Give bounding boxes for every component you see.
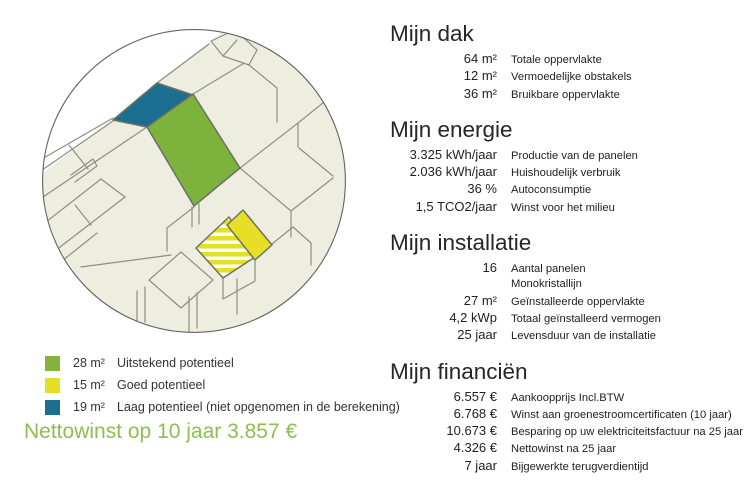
low-potential-swatch-icon <box>45 400 60 415</box>
map-legend <box>45 352 400 418</box>
stat-label: Nettowinst na 25 jaar <box>511 443 617 456</box>
stat-label: Winst voor het milieu <box>511 201 615 214</box>
stat-value: 6.768 € <box>453 405 497 421</box>
legend-area-value: 19 m² <box>73 400 105 414</box>
stat-label: Geïnstalleerde oppervlakte <box>511 295 645 308</box>
legend-row-good <box>45 374 400 396</box>
section-my-installation <box>390 229 748 344</box>
section-my-finances <box>390 358 748 475</box>
stat-label: Aankoopprijs Incl.BTW <box>511 391 625 404</box>
legend-row-low <box>45 396 400 418</box>
stat-row <box>390 440 748 457</box>
stat-row <box>390 260 748 277</box>
legend-area-value: 15 m² <box>73 378 105 392</box>
stat-label: Besparing op uw elektriciteitsfactuur na 25 jaar <box>511 426 743 439</box>
stat-label: Monokristallijn <box>511 278 582 291</box>
stat-row <box>390 458 748 475</box>
stat-label: Huishoudelijk verbruik <box>511 167 621 180</box>
stat-value: 7 jaar <box>464 457 497 473</box>
stat-value: 25 jaar <box>457 327 497 343</box>
stat-row <box>390 389 748 406</box>
legend-label: Uitstekend potentieel <box>117 356 234 370</box>
stat-value: 64 m² <box>463 51 497 66</box>
stat-row <box>390 51 748 68</box>
section-title: Mijn installatie <box>390 230 532 256</box>
stat-row <box>390 277 748 292</box>
stat-label: Bruikbare oppervlakte <box>511 88 620 101</box>
legend-label: Laag potentieel (niet opgenomen in de berekening) <box>117 400 400 414</box>
stats-column <box>390 20 748 488</box>
section-title: Mijn financiën <box>390 358 528 384</box>
stat-row <box>390 406 748 423</box>
section-my-energy <box>390 116 748 216</box>
stat-label: Winst aan groenestroomcertificaten (10 jaar) <box>511 408 732 421</box>
stat-label: Totale oppervlakte <box>511 54 602 66</box>
roof-potential-map <box>41 28 347 334</box>
stat-label: Productie van de panelen <box>511 149 638 162</box>
stat-value: 27 m² <box>463 292 497 308</box>
stat-value: 6.557 € <box>453 388 497 404</box>
legend-label: Goed potentieel <box>117 378 206 392</box>
section-title: Mijn energie <box>390 116 513 142</box>
stat-row <box>390 164 748 181</box>
stat-value: 4,2 kWp <box>449 309 497 325</box>
stat-value: 10.673 € <box>446 423 497 439</box>
stat-value: 1,5 TCO2/jaar <box>415 198 497 214</box>
stat-value: 16 <box>482 260 497 276</box>
stat-row <box>390 199 748 216</box>
stat-row <box>390 147 748 164</box>
stat-row <box>390 423 748 440</box>
stat-value: 36 m² <box>463 85 497 101</box>
stat-value: 4.326 € <box>453 440 497 456</box>
legend-area-value: 28 m² <box>73 356 105 370</box>
stat-label: Autoconsumptie <box>511 184 592 197</box>
stat-value: 12 m² <box>463 68 497 84</box>
section-title: Mijn dak <box>390 21 474 46</box>
stat-row <box>390 293 748 310</box>
stat-row <box>390 310 748 327</box>
stat-row <box>390 68 748 85</box>
stat-row <box>390 327 748 344</box>
stat-label: Levensduur van de installatie <box>511 330 656 343</box>
stat-value: 2.036 kWh/jaar <box>409 164 497 180</box>
legend-row-excellent <box>45 352 400 374</box>
stat-value: 3.325 kWh/jaar <box>409 146 497 162</box>
excellent-potential-swatch-icon <box>45 356 60 371</box>
net-profit-headline: Nettowinst op 10 jaar 3.857 € <box>24 420 298 443</box>
section-my-roof <box>390 20 748 103</box>
stat-label: Vermoedelijke obstakels <box>511 71 632 84</box>
stat-row <box>390 86 748 103</box>
stat-row <box>390 181 748 198</box>
stat-value: 36 % <box>467 181 497 197</box>
good-potential-swatch-icon <box>45 378 60 393</box>
stat-label: Bijgewerkte terugverdientijd <box>511 460 649 473</box>
stat-label: Aantal panelen <box>511 263 586 276</box>
stat-label: Totaal geïnstalleerd vermogen <box>511 312 661 325</box>
